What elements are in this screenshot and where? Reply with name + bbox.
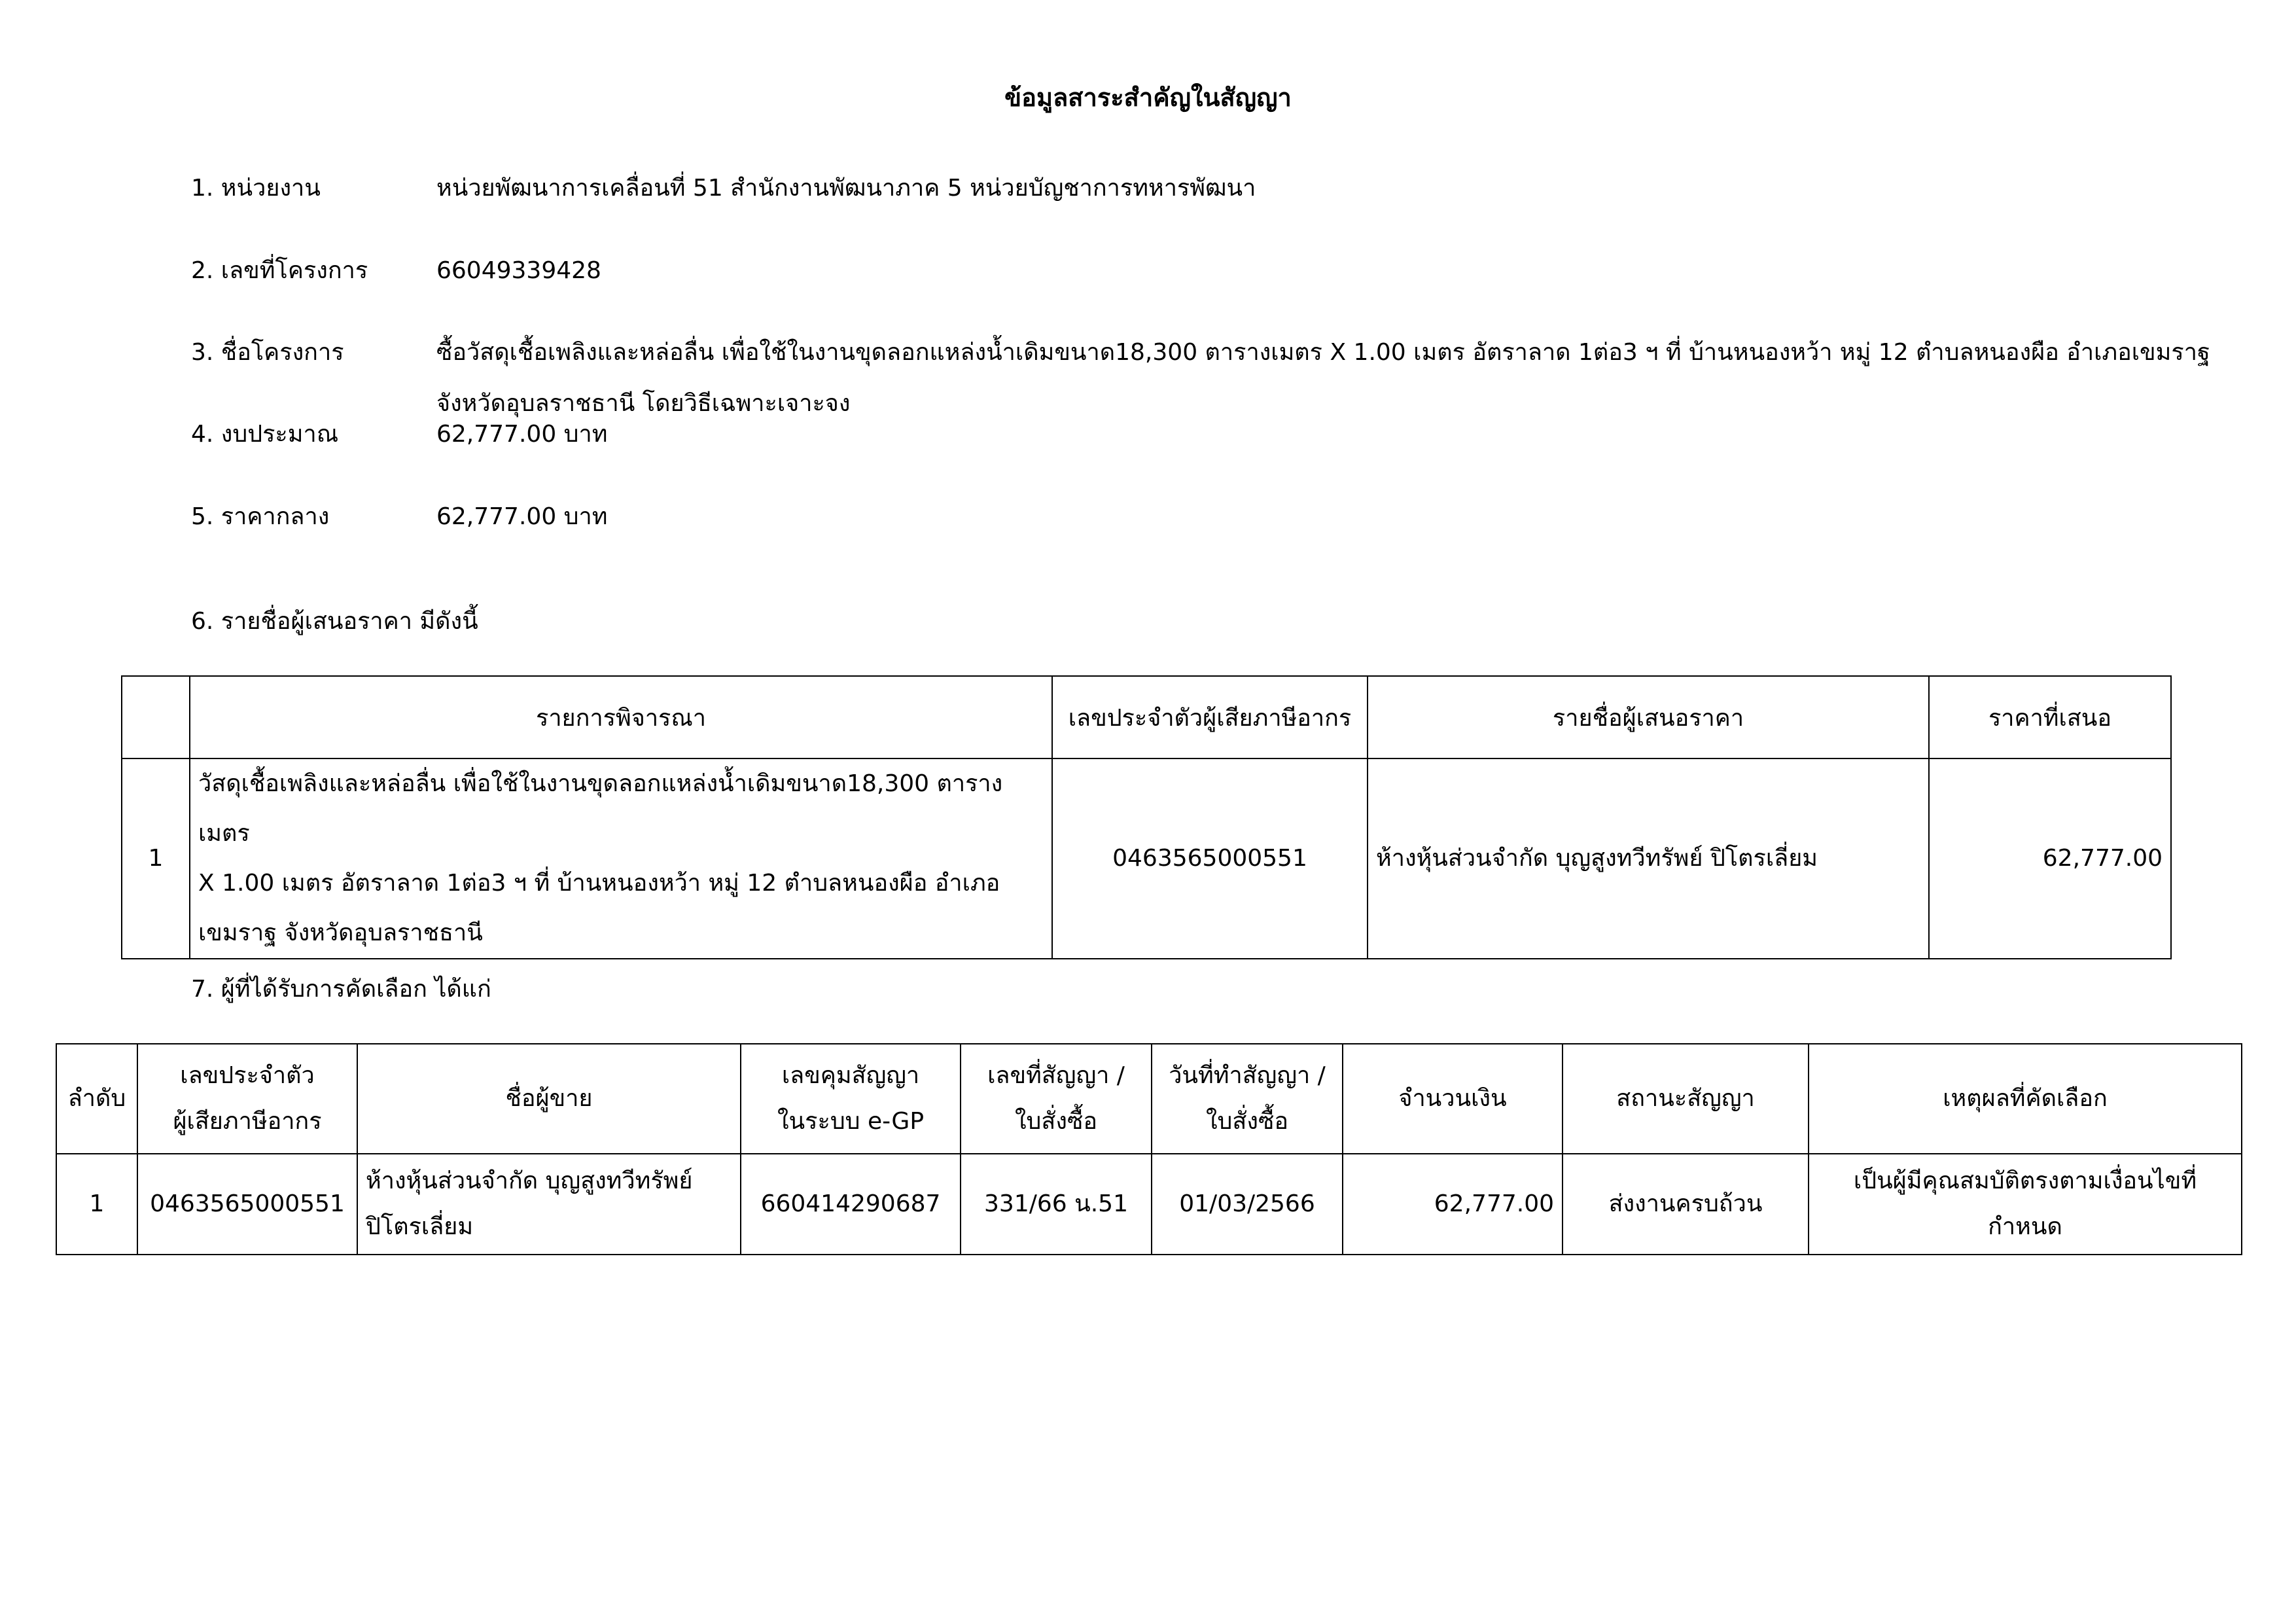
header-line: ในระบบ e-GP	[777, 1108, 925, 1135]
header-cell: รายชื่อผู้เสนอราคา	[1368, 676, 1929, 758]
row-number: 1	[122, 758, 190, 959]
document-title: ข้อมูลสาระสำคัญในสัญญา	[1004, 83, 1292, 112]
row-number: 1	[56, 1154, 137, 1255]
bidders-table	[121, 675, 2172, 959]
header-cell	[741, 1044, 961, 1154]
field-label: 3. ชื่อโครงการ	[191, 339, 344, 366]
header-cell	[137, 1044, 357, 1154]
table-row	[56, 1154, 2242, 1255]
tax-id: 0463565000551	[1052, 758, 1368, 959]
header-cell: เลขประจำตัวผู้เสียภาษีอากร	[1052, 676, 1368, 758]
field-value-line: ซื้อวัสดุเชื้อเพลิงและหล่อลื่น เพื่อใช้ในงานขุดลอกแหล่งน้ำเดิมขนาด18,300 ตารางเมตร X 1.00 เมตร อัตราลาด 1ต่อ3 ฯ ที่ บ้านหนองหว้า หมู่ 12 ตำบลหนองผือ อำเภอเขมราฐ	[436, 339, 2210, 366]
tax-id: 0463565000551	[137, 1154, 357, 1255]
field-label: 4. งบประมาณ	[191, 421, 339, 448]
field-value	[436, 327, 2296, 429]
header-cell: รายการพิจารณา	[190, 676, 1052, 758]
seller-name	[357, 1154, 741, 1255]
field-label: 2. เลขที่โครงการ	[191, 257, 368, 284]
table-header-row	[56, 1044, 2242, 1154]
item-description	[190, 758, 1052, 959]
field-label: 1. หน่วยงาน	[191, 175, 321, 202]
winner-section-label: 7. ผู้ที่ได้รับการคัดเลือก ได้แก่	[191, 976, 491, 1003]
contract-number: 331/66 น.51	[961, 1154, 1152, 1255]
header-cell: เหตุผลที่คัดเลือก	[1809, 1044, 2242, 1154]
contract-amount: 62,777.00	[1343, 1154, 1563, 1255]
header-line: ใบสั่งซื้อ	[1014, 1108, 1098, 1135]
bidders-section-label: 6. รายชื่อผู้เสนอราคา มีดังนี้	[191, 608, 478, 635]
contract-status: ส่งงานครบถ้วน	[1563, 1154, 1809, 1255]
field-value: หน่วยพัฒนาการเคลื่อนที่ 51 สำนักงานพัฒนาภาค 5 หน่วยบัญชาการทหารพัฒนา	[436, 175, 1256, 202]
item-line: วัสดุเชื้อเพลิงและหล่อลื่น เพื่อใช้ในงานขุดลอกแหล่งน้ำเดิมขนาด18,300 ตารางเมตร	[198, 770, 1003, 847]
header-line: เลขประจำตัว	[180, 1062, 315, 1089]
selection-reason: เป็นผู้มีคุณสมบัติตรงตามเงื่อนไขที่กำหนด	[1809, 1154, 2242, 1255]
header-cell: สถานะสัญญา	[1563, 1044, 1809, 1154]
header-cell	[961, 1044, 1152, 1154]
header-cell: ลำดับ	[56, 1044, 137, 1154]
item-line: X 1.00 เมตร อัตราลาด 1ต่อ3 ฯ ที่ บ้านหนองหว้า หมู่ 12 ตำบลหนองผือ อำเภอ	[198, 870, 1000, 897]
field-value: 62,777.00 บาท	[436, 421, 608, 448]
header-cell: ชื่อผู้ขาย	[357, 1044, 741, 1154]
seller-line: ห้างหุ้นส่วนจำกัด บุญสูงทวีทรัพย์	[366, 1168, 693, 1194]
header-line: ใบสั่งซื้อ	[1205, 1108, 1289, 1135]
header-line: ผู้เสียภาษีอากร	[173, 1108, 322, 1135]
field-value: 62,777.00 บาท	[436, 503, 608, 530]
header-cell	[122, 676, 190, 758]
header-cell	[1152, 1044, 1343, 1154]
contract-date: 01/03/2566	[1152, 1154, 1343, 1255]
field-label: 5. ราคากลาง	[191, 503, 330, 530]
bidder-name: ห้างหุ้นส่วนจำกัด บุญสูงทวีทรัพย์ ปิโตรเลี่ยม	[1368, 758, 1929, 959]
field-value: 66049339428	[436, 257, 601, 284]
header-cell: จำนวนเงิน	[1343, 1044, 1563, 1154]
egp-number: 660414290687	[741, 1154, 961, 1255]
header-line: เลขคุมสัญญา	[781, 1062, 920, 1089]
header-line: เลขที่สัญญา /	[987, 1062, 1125, 1089]
field-value-line: จังหวัดอุบลราชธานี โดยวิธีเฉพาะเจาะจง	[436, 390, 851, 417]
table-header-row	[122, 676, 2171, 758]
header-line: วันที่ทำสัญญา /	[1169, 1062, 1326, 1089]
seller-line: ปิโตรเลี่ยม	[366, 1213, 474, 1240]
item-line: เขมราฐ จังหวัดอุบลราชธานี	[198, 919, 483, 946]
header-cell: ราคาที่เสนอ	[1929, 676, 2171, 758]
winner-table	[56, 1043, 2242, 1255]
table-row	[122, 758, 2171, 959]
offered-price: 62,777.00	[1929, 758, 2171, 959]
